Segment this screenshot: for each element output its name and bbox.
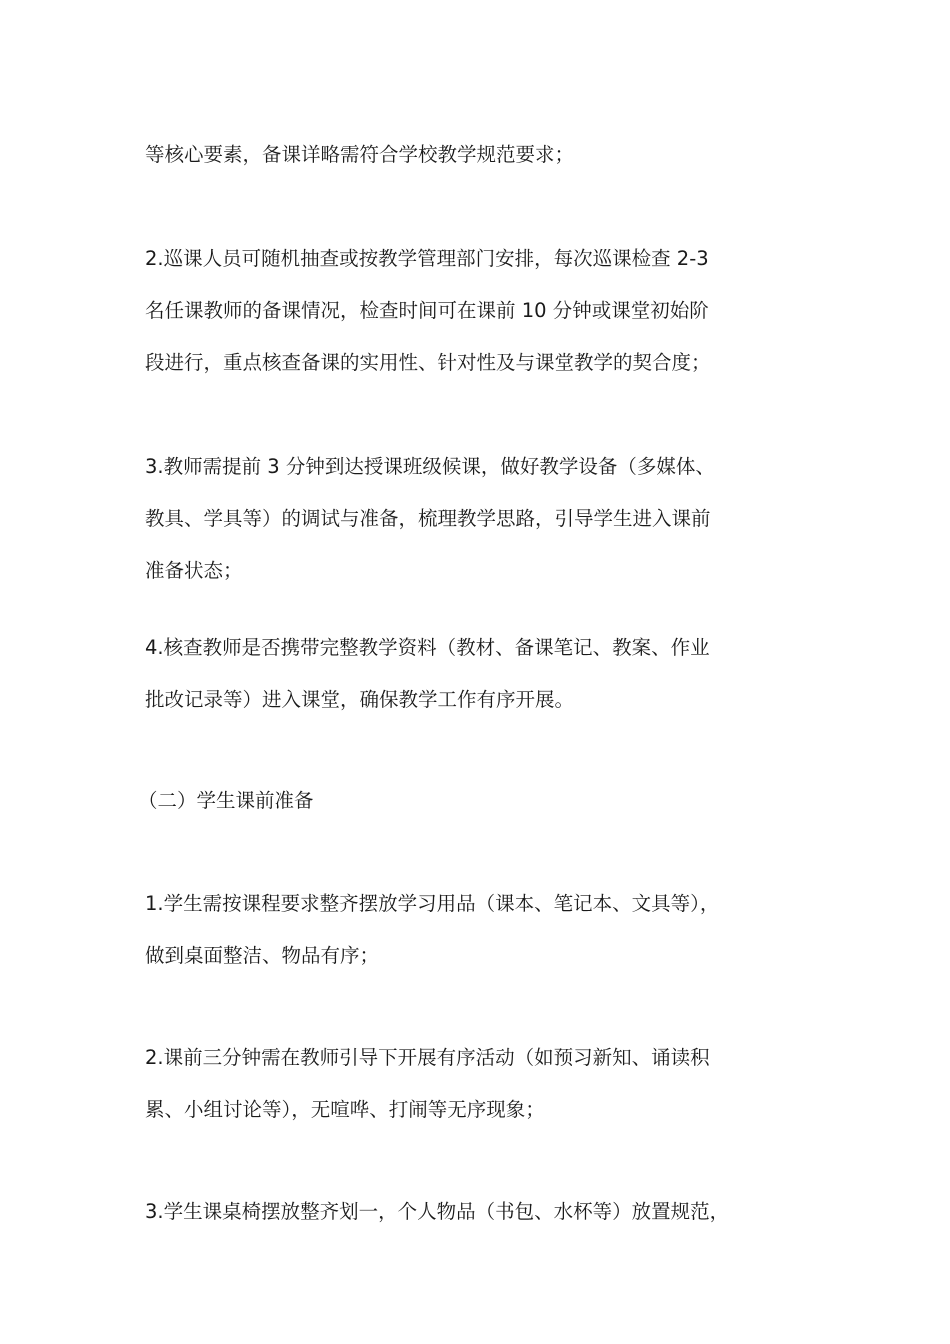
text-line: 教具、学具等）的调试与准备，梳理教学思路，引导学生进入课前 <box>145 507 711 530</box>
text-line: 段进行，重点核查备课的实用性、针对性及与课堂教学的契合度； <box>145 351 711 374</box>
paragraph-student-item-2 <box>145 1032 825 1136</box>
text-line: 3.教师需提前 3 分钟到达授课班级候课，做好教学设备（多媒体、 <box>145 455 715 478</box>
paragraph-teacher-item-4 <box>145 622 825 726</box>
paragraph-teacher-item-3 <box>145 441 825 597</box>
text-line: 4.核查教师是否携带完整教学资料（教材、备课笔记、教案、作业 <box>145 636 710 659</box>
paragraph-student-item-1 <box>145 878 825 982</box>
paragraph-continuation <box>145 129 825 181</box>
paragraph-teacher-item-2 <box>145 233 825 389</box>
section-heading-student-prep <box>138 775 818 827</box>
text-line: 等核心要素，备课详略需符合学校教学规范要求； <box>145 143 575 166</box>
text-line: 做到桌面整洁、物品有序； <box>145 944 380 967</box>
heading-text: （二）学生课前准备 <box>138 789 314 812</box>
text-line: 1.学生需按课程要求整齐摆放学习用品（课本、笔记本、文具等）， <box>145 892 720 915</box>
text-line: 准备状态； <box>145 559 243 582</box>
text-line: 名任课教师的备课情况，检查时间可在课前 10 分钟或课堂初始阶 <box>145 299 709 322</box>
text-line: 批改记录等）进入课堂，确保教学工作有序开展。 <box>145 688 575 711</box>
text-line: 累、小组讨论等），无喧哗、打闹等无序现象； <box>145 1098 545 1121</box>
text-line: 2.课前三分钟需在教师引导下开展有序活动（如预习新知、诵读积 <box>145 1046 710 1069</box>
text-line: 2.巡课人员可随机抽查或按教学管理部门安排，每次巡课检查 2-3 <box>145 247 709 270</box>
paragraph-student-item-3 <box>145 1186 825 1238</box>
text-line: 3.学生课桌椅摆放整齐划一，个人物品（书包、水杯等）放置规范， <box>145 1200 730 1223</box>
